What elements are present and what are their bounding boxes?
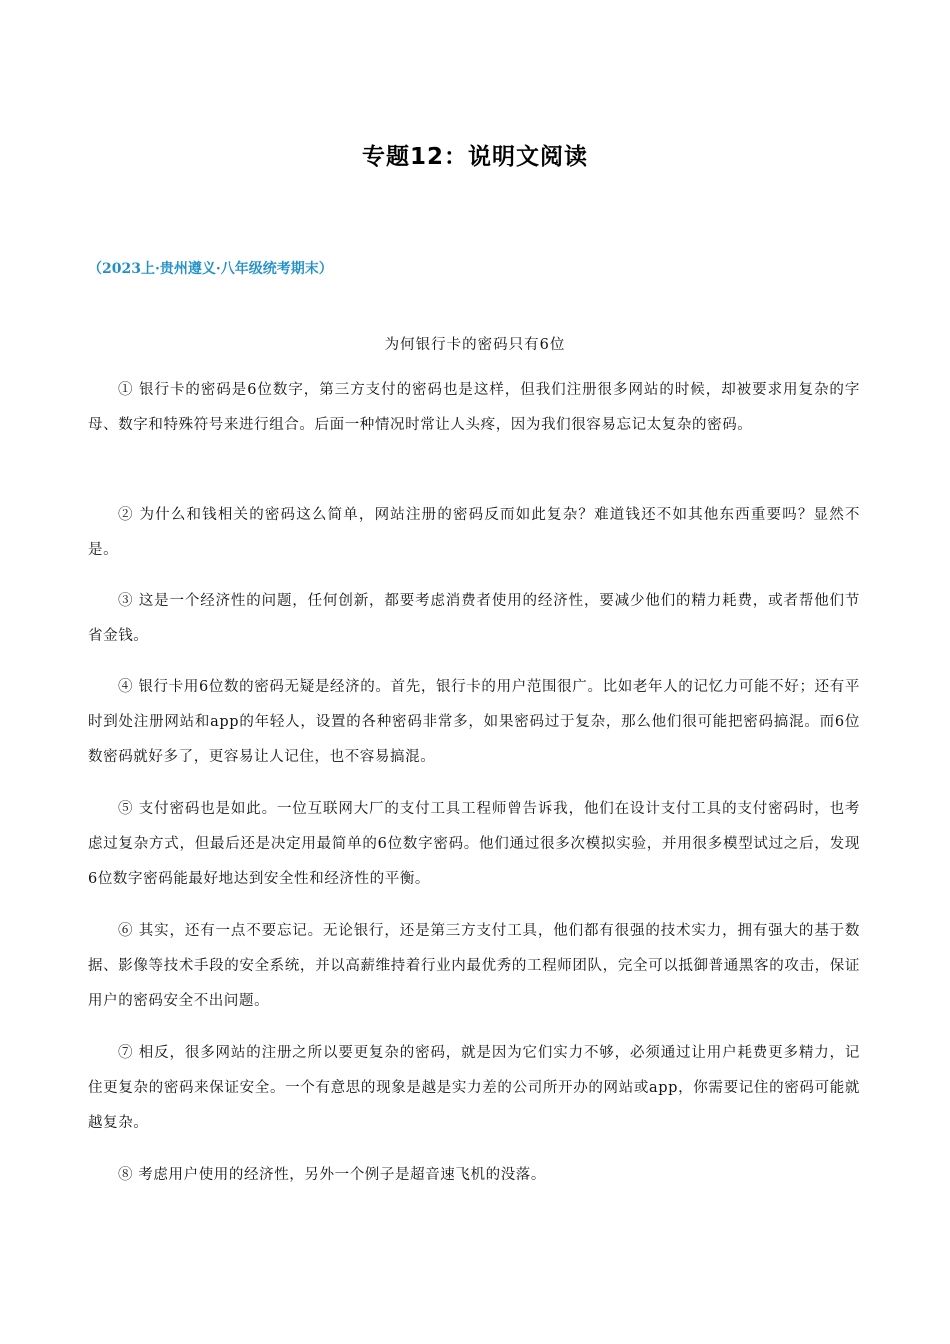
paragraph-7: ⑦ 相反，很多网站的注册之所以要更复杂的密码，就是因为它们实力不够，必须通过让用户耗费更多精力，记住更复杂的密码来保证安全。一个有意思的现象是越是实力差的公司所开办的网站或app，你需要记住的密码可能就越复杂。 [88, 1045, 860, 1131]
paragraph-5: ⑤ 支付密码也是如此。一位互联网大厂的支付工具工程师曾告诉我，他们在设计支付工具的支付密码时，也考虑过复杂方式，但最后还是决定用最简单的6位数字密码。他们通过很多次模拟实验，并用很多模型试过之后，发现6位数字密码能最好地达到安全性和经济性的平衡。 [88, 801, 860, 887]
paragraph-2: ② 为什么和钱相关的密码这么简单，网站注册的密码反而如此复杂？难道钱还不如其他东西重要吗？显然不是。 [88, 507, 860, 558]
paragraph-6: ⑥ 其实，还有一点不要忘记。无论银行，还是第三方支付工具，他们都有很强的技术实力，拥有强大的基于数据、影像等技术手段的安全系统，并以高薪维持着行业内最优秀的工程师团队，完全可以抵御普通黑客的攻击，保证用户的密码安全不出问题。 [88, 923, 860, 1009]
exam-source: （2023上·贵州遵义·八年级统考期末） [88, 261, 333, 277]
page-title: 专题12：说明文阅读 [361, 144, 588, 170]
paragraph-3: ③ 这是一个经济性的问题，任何创新，都要考虑消费者使用的经济性，要减少他们的精力耗费，或者帮他们节省金钱。 [88, 593, 860, 644]
paragraph-1: ① 银行卡的密码是6位数字，第三方支付的密码也是这样，但我们注册很多网站的时候，却被要求用复杂的字母、数字和特殊符号来进行组合。后面一种情况时常让人头疼，因为我们很容易忘记太复杂的密码。 [88, 382, 860, 433]
paragraph-4: ④ 银行卡用6位数的密码无疑是经济的。首先，银行卡的用户范围很广。比如老年人的记忆力可能不好；还有平时到处注册网站和app的年轻人，设置的各种密码非常多，如果密码过于复杂，那么他们很可能把密码搞混。而6位数密码就好多了，更容易让人记住，也不容易搞混。 [88, 679, 860, 765]
article-title: 为何银行卡的密码只有6位 [384, 337, 566, 353]
paragraph-8: ⑧ 考虑用户使用的经济性，另外一个例子是超音速飞机的没落。 [118, 1167, 547, 1183]
